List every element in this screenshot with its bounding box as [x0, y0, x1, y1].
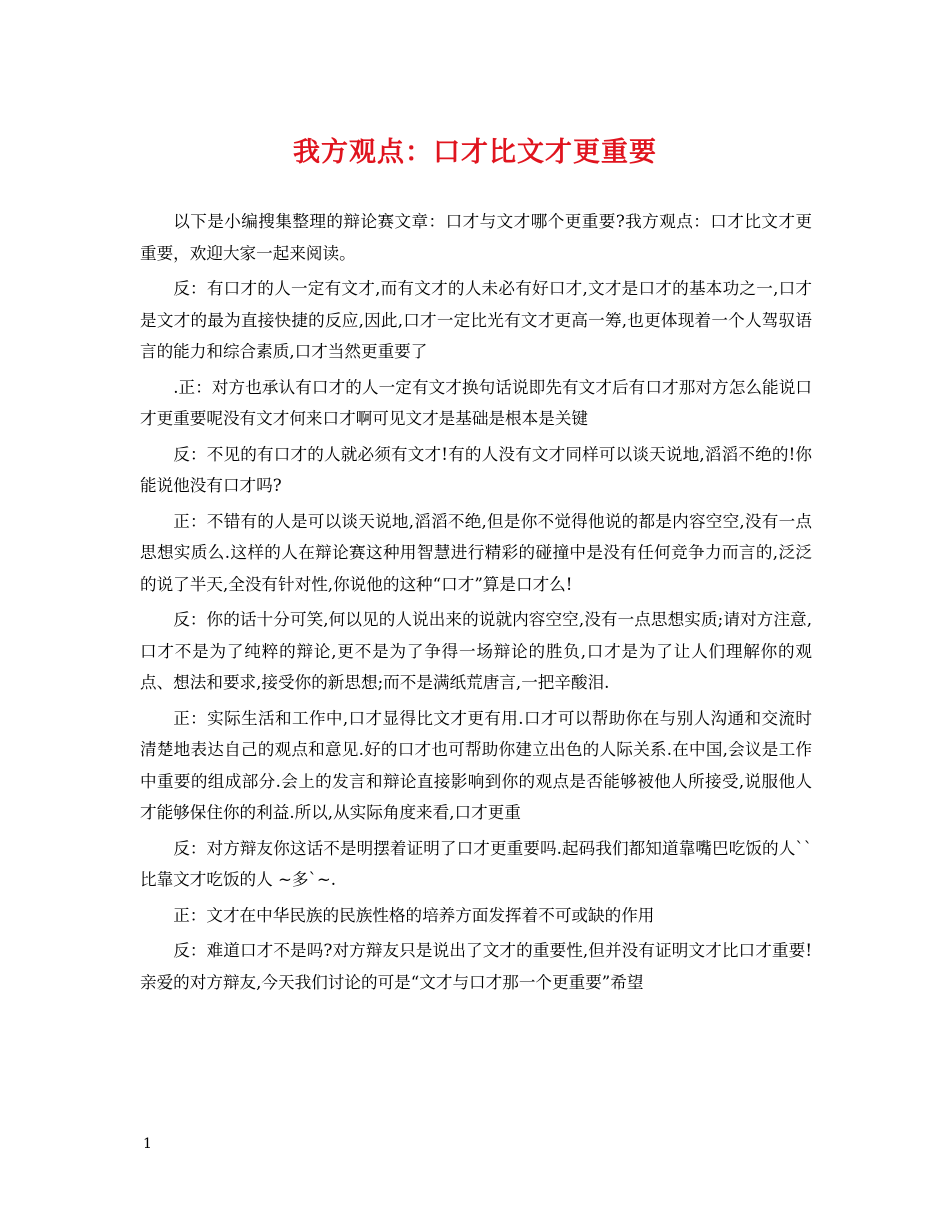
paragraph-con-1: 反：有口才的人一定有文才,而有文才的人未必有好口才,文才是口才的基本功之一,口才是文才的最为直接快捷的反应,因此,口才一定比光有文才更高一筹,也更体现着一个人驾驭语言的能力和综合素质,口才当然更重要了	[140, 279, 812, 361]
paragraph-pro-1: .正：对方也承认有口才的人一定有文才换句话说即先有文才后有口才那对方怎么能说口才更重要呢没有文才何来口才啊可见文才是基础是根本是关键	[140, 377, 812, 428]
paragraph-con-5: 反：难道口才不是吗?对方辩友只是说出了文才的重要性,但并没有证明文才比口才重要!亲爱的对方辩友,今天我们讨论的可是“文才与口才那一个更重要”希望	[140, 941, 812, 992]
document-body	[140, 206, 812, 1002]
paragraph-con-4: 反：对方辩友你这话不是明摆着证明了口才更重要吗.起码我们都知道靠嘴巴吃饭的人``比靠文才吃饭的人 ~多`~.	[140, 838, 812, 889]
page-number: 1	[143, 1136, 152, 1152]
paragraph-intro: 以下是小编搜集整理的辩论赛文章：口才与文才哪个更重要?我方观点：口才比文才更重要，欢迎大家一起来阅读。	[140, 212, 812, 263]
document-title: 我方观点：口才比文才更重要	[293, 137, 657, 168]
paragraph-con-2: 反：不见的有口才的人就必须有文才!有的人没有文才同样可以谈天说地,滔滔不绝的!你能说他没有口才吗?	[140, 444, 812, 495]
paragraph-pro-4: 正：文才在中华民族的民族性格的培养方面发挥着不可或缺的作用	[173, 905, 655, 925]
paragraph-pro-2: 正：不错有的人是可以谈天说地,滔滔不绝,但是你不觉得他说的都是内容空空,没有一点思想实质么.这样的人在辩论赛这种用智慧进行精彩的碰撞中是没有任何竞争力而言的,泛泛的说了半天,全没有针对性,你说他的这种“口才”算是口才么!	[140, 511, 812, 594]
paragraph-con-3: 反：你的话十分可笑,何以见的人说出来的说就内容空空,没有一点思想实质;请对方注意,口才不是为了纯粹的辩论,更不是为了争得一场辩论的胜负,口才是为了让人们理解你的观点、想法和要求,接受你的新思想;而不是满纸荒唐言,一把辛酸泪.	[140, 610, 812, 692]
paragraph-pro-3: 正：实际生活和工作中,口才显得比文才更有用.口才可以帮助你在与别人沟通和交流时清楚地表达自己的观点和意见.好的口才也可帮助你建立出色的人际关系.在中国,会议是工作中重要的组成部分.会上的发言和辩论直接影响到你的观点是否能够被他人所接受,说服他人才能够保住你的利益.所以,从实际角度来看,口才更重	[140, 708, 812, 822]
